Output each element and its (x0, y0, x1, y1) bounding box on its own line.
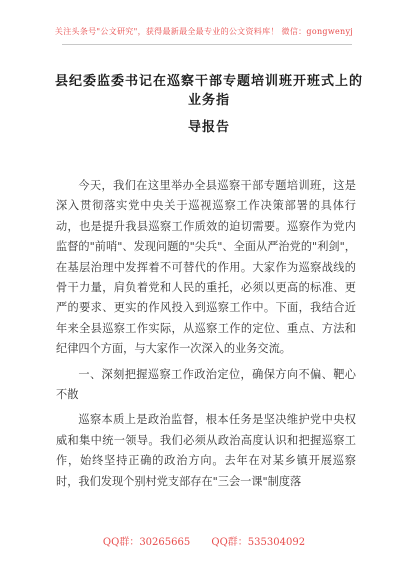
footer-qq-group-2: QQ群：535304092 (211, 537, 306, 548)
footer-qq-group-1: QQ群：30265665 (102, 537, 191, 548)
footer-qq-groups (0, 533, 408, 548)
header-promo-note: 关注头条号"公文研究"，获得最新最全最专业的公文资料库！ 微信：gongwenyj (54, 27, 354, 36)
header-divider (62, 44, 352, 45)
body-paragraph-intro: 今天，我们在这里举办全县巡察干部专题培训班，这是深入贯彻落实党中央关于巡视巡察工作决策部署的具体行动，也是提升我县巡察工作质效的迫切需要。巡察作为党内监督的"前哨"、发现问题的"尖兵"、全面从严治党的"利剑"，在基层治理中发挥着不可替代的作用。大家作为巡察战线的骨干力量，肩负着党和人民的重托，必须以更高的标准、更严的要求、更实的作风投入到巡察工作中。下面，我结合近年来全县巡察工作实际，从巡察工作的定位、重点、方法和纪律四个方面，与大家作一次深入的业务交流。 (56, 179, 356, 356)
body-paragraph-section-1: 巡察本质上是政治监督，根本任务是坚决维护党中央权威和集中统一领导。我们必须从政治高度认识和把握巡察工作，始终坚持正确的政治方向。去年在对某乡镇开展巡察时，我们发现个别村党支部存在"三会一课"制度落 (56, 413, 356, 488)
document-title-line-2: 导报告 (187, 120, 230, 135)
document-title-line-1: 县纪委监委书记在巡察干部专题培训班开班式上的业务指 (54, 74, 363, 108)
document-body (56, 176, 356, 492)
section-heading-1: 一、深刻把握巡察工作政治定位，确保方向不偏、靶心不散 (56, 367, 356, 402)
